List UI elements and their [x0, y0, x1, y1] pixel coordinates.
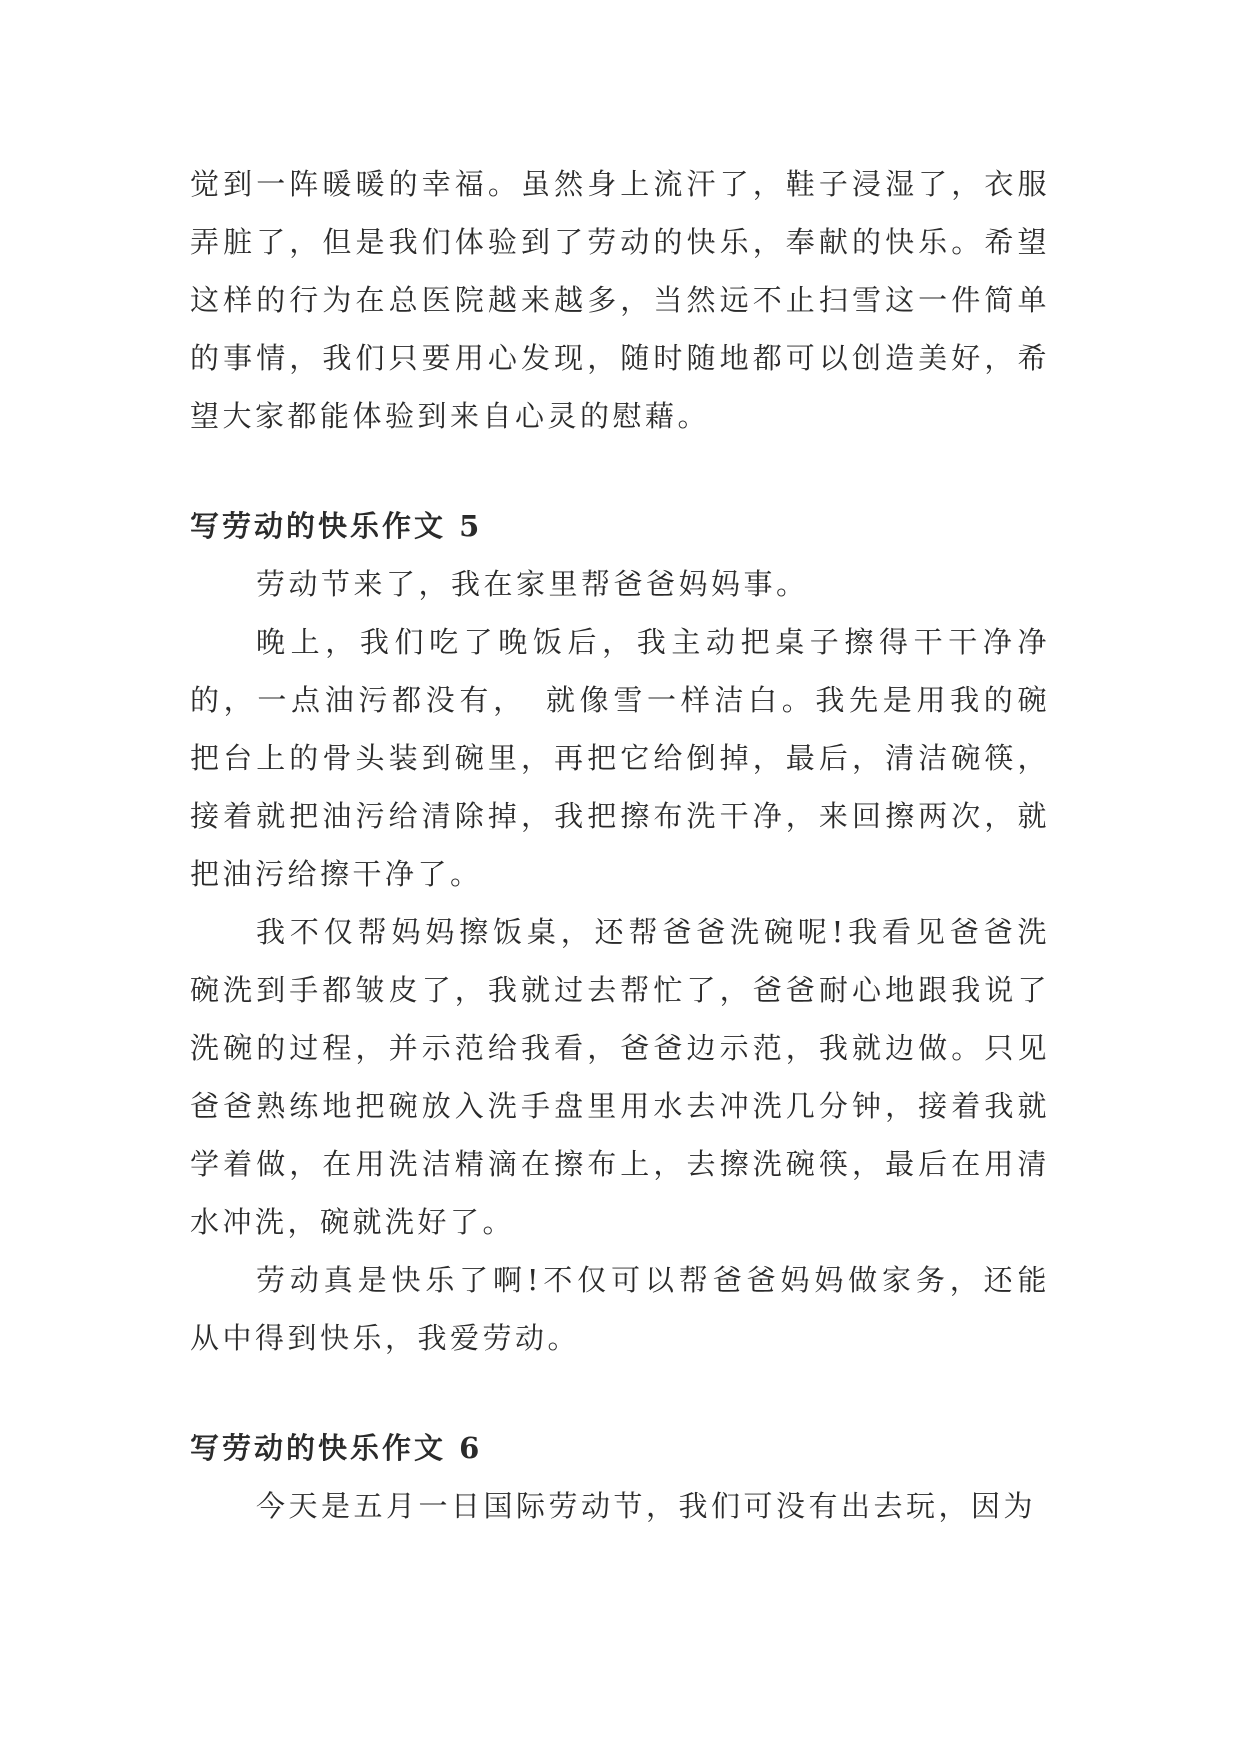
intro-paragraph: 觉到一阵暖暖的幸福。虽然身上流汗了，鞋子浸湿了，衣服弄脏了，但是我们体验到了劳动的快乐，奉献的快乐。希望这样的行为在总医院越来越多，当然远不止扫雪这一件简单的事情，我们只要用心发现，随时随地都可以创造美好，希望大家都能体验到来自心灵的慰藉。 [190, 167, 1050, 433]
section-5-paragraph-2: 晚上，我们吃了晚饭后，我主动把桌子擦得干干净净的，一点油污都没有， 就像雪一样洁白。我先是用我的碗把台上的骨头装到碗里，再把它给倒掉，最后，清洁碗筷，接着就把油污给清除掉，我把擦布洗干净，来回擦两次，就把油污给擦干净了。 [190, 625, 1050, 891]
section-5-paragraph-1: 劳动节来了，我在家里帮爸爸妈妈事。 [256, 567, 809, 601]
section-6-title: 写劳动的快乐作文 6 [190, 1431, 483, 1465]
section-6-paragraph-1: 今天是五月一日国际劳动节，我们可没有出去玩，因为 [256, 1489, 1037, 1523]
section-5-paragraph-3: 我不仅帮妈妈擦饭桌，还帮爸爸洗碗呢!我看见爸爸洗碗洗到手都皱皮了，我就过去帮忙了，爸爸耐心地跟我说了洗碗的过程，并示范给我看，爸爸边示范，我就边做。只见爸爸熟练地把碗放入洗手盘里用水去冲洗几分钟，接着我就学着做，在用洗洁精滴在擦布上，去擦洗碗筷，最后在用清水冲洗，碗就洗好了。 [190, 915, 1050, 1239]
document-page [190, 155, 1050, 1535]
section-5-paragraph-4: 劳动真是快乐了啊!不仅可以帮爸爸妈妈做家务，还能从中得到快乐，我爱劳动。 [190, 1263, 1050, 1355]
section-5-title: 写劳动的快乐作文 5 [190, 509, 483, 543]
